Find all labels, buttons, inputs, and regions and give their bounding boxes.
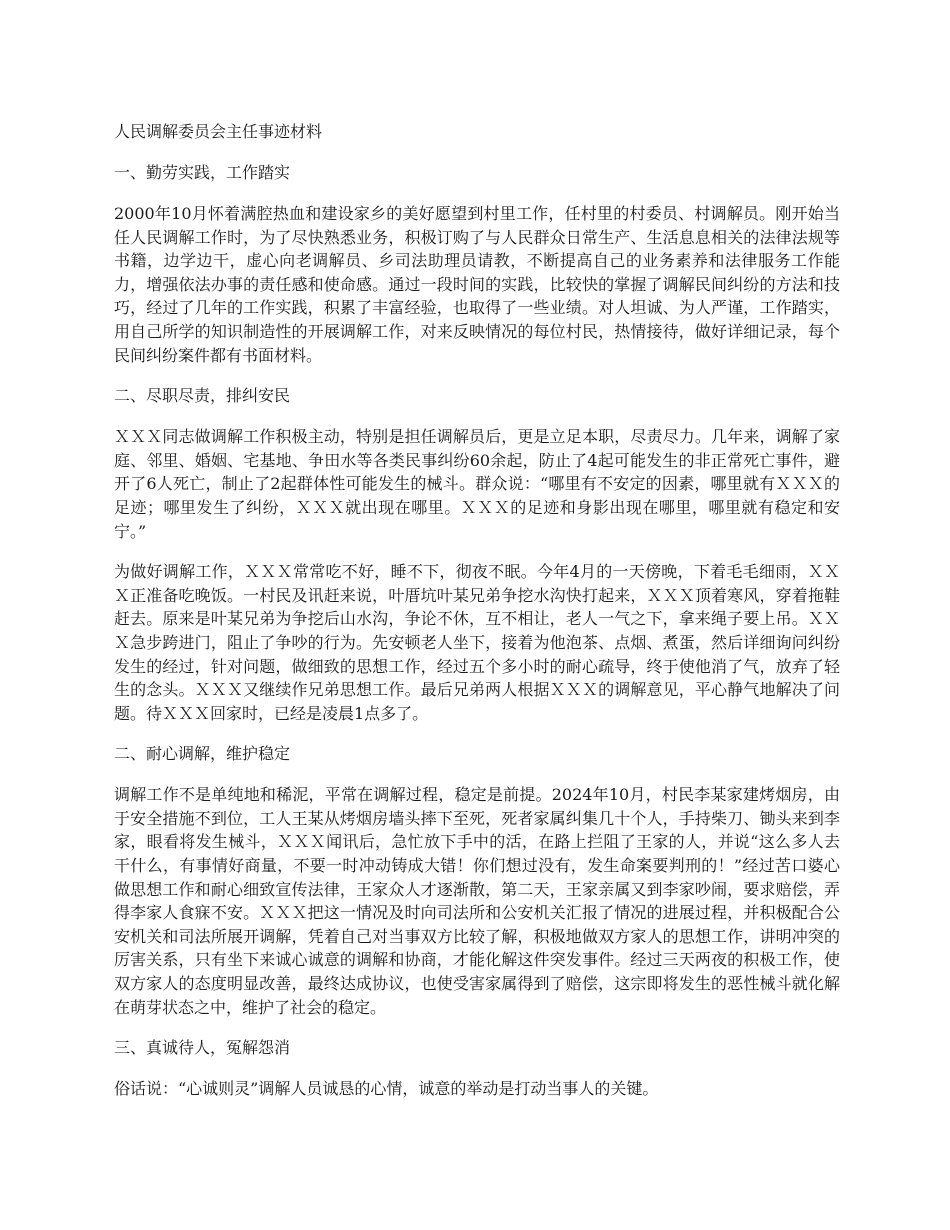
section-heading-2: 二、尽职尽责，排纠安民 <box>114 386 291 406</box>
document-page <box>114 120 840 1118</box>
section-heading-1: 一、勤劳实践，工作踏实 <box>114 163 291 182</box>
section-4-paragraph-1: 俗话说：“心诚则灵”调解人员诚恳的心情，诚意的举动是打动当事人的关键。 <box>114 1079 659 1099</box>
section-1-paragraph-1: 2000年10月怀着满腔热血和建设家乡的美好愿望到村里工作，任村里的村委员、村调解员。刚开始当任人民调解工作时，为了尽快熟悉业务，积极订购了与人民群众日常生产、生活息息相关的法律法规等书籍，边学边干，虚心向老调解员、乡司法助理员请教，不断提高自己的业务素养和法律服务工作能力，增强依法办事的责任感和使命感。通过一段时间的实践，比较快的掌握了调解民间纠纷的方法和技巧，经过了几年的工作实践，积累了丰富经验，也取得了一些业绩。对人坦诚、为人严谨，工作踏实，用自己所学的知识制造性的开展调解工作，对来反映情况的每位村民，热情接待，做好详细记录，每个民间纠纷案件都有书面材料。 <box>114 204 840 365</box>
section-3-paragraph-1: 调解工作不是单纯地和稀泥，平常在调解过程，稳定是前提。2024年10月，村民李某家建烤烟房，由于安全措施不到位，工人王某从烤烟房墙头摔下至死，死者家属纠集几十个人，手持柴刀、锄头来到李家，眼看将发生械斗，ＸＸＸ闻讯后，急忙放下手中的活，在路上拦阻了王家的人，并说“这么多人去干什么，有事情好商量，不要一时冲动铸成大错！你们想过没有，发生命案要判刑的！”经过苦口婆心做思想工作和耐心细致宣传法律，王家众人才逐渐散，第二天，王家亲属又到李家吵闹，要求赔偿，弄得李家人食寐不安。ＸＸＸ把这一情况及时向司法所和公安机关汇报了情况的进展过程，并积极配合公安机关和司法所展开调解，凭着自己对当事双方比较了解，积极地做双方家人的思想工作，讲明冲突的厉害关系，只有坐下来诚心诚意的调解和协商，才能化解这件突发事件。经过三天两夜的积极工作，使双方家人的态度明显改善，最终达成协议，也使受害家属得到了赔偿，这宗即将发生的恶性械斗就化解在萌芽状态之中，维护了社会的稳定。 <box>114 785 840 1017</box>
section-heading-3: 二、耐心调解，维护稳定 <box>114 744 291 764</box>
section-2-paragraph-1: ＸＸＸ同志做调解工作积极主动，特别是担任调解员后，更是立足本职，尽责尽力。几年来，调解了家庭、邻里、婚姻、宅基地、争田水等各类民事纠纷60余起，防止了4起可能发生的非正常死亡事件，避开了6人死亡，制止了2起群体性可能发生的械斗。群众说：“哪里有不安定的因素，哪里就有ＸＸＸ的足迹；哪里发生了纠纷，ＸＸＸ就出现在哪里。ＸＸＸ的足迹和身影出现在哪里，哪里就有稳定和安宁。” <box>114 427 840 541</box>
section-heading-4: 三、真诚待人，冤解怨消 <box>114 1038 291 1058</box>
document-title: 人民调解委员会主任事迹材料 <box>114 122 323 141</box>
section-2-paragraph-2: 为做好调解工作，ＸＸＸ常常吃不好，睡不下，彻夜不眠。今年4月的一天傍晚，下着毛毛细雨，ＸＸＸ正准备吃晚饭。一村民及讯赶来说，叶厝坑叶某兄弟争挖水沟快打起来，ＸＸＸ顶着寒风，穿着拖鞋赶去。原来是叶某兄弟为争挖后山水沟，争论不休，互不相让，老人一气之下，拿来绳子要上吊。ＸＸＸ急步跨进门，阻止了争吵的行为。先安顿老人坐下，接着为他泡茶、点烟、煮蛋，然后详细询问纠纷发生的经过，针对问题，做细致的思想工作，经过五个多小时的耐心疏导，终于使他消了气，放弃了轻生的念头。ＸＸＸ又继续作兄弟思想工作。最后兄弟两人根据ＸＸＸ的调解意见，平心静气地解决了问题。待ＸＸＸ回家时，已经是凌晨1点多了。 <box>114 562 840 723</box>
